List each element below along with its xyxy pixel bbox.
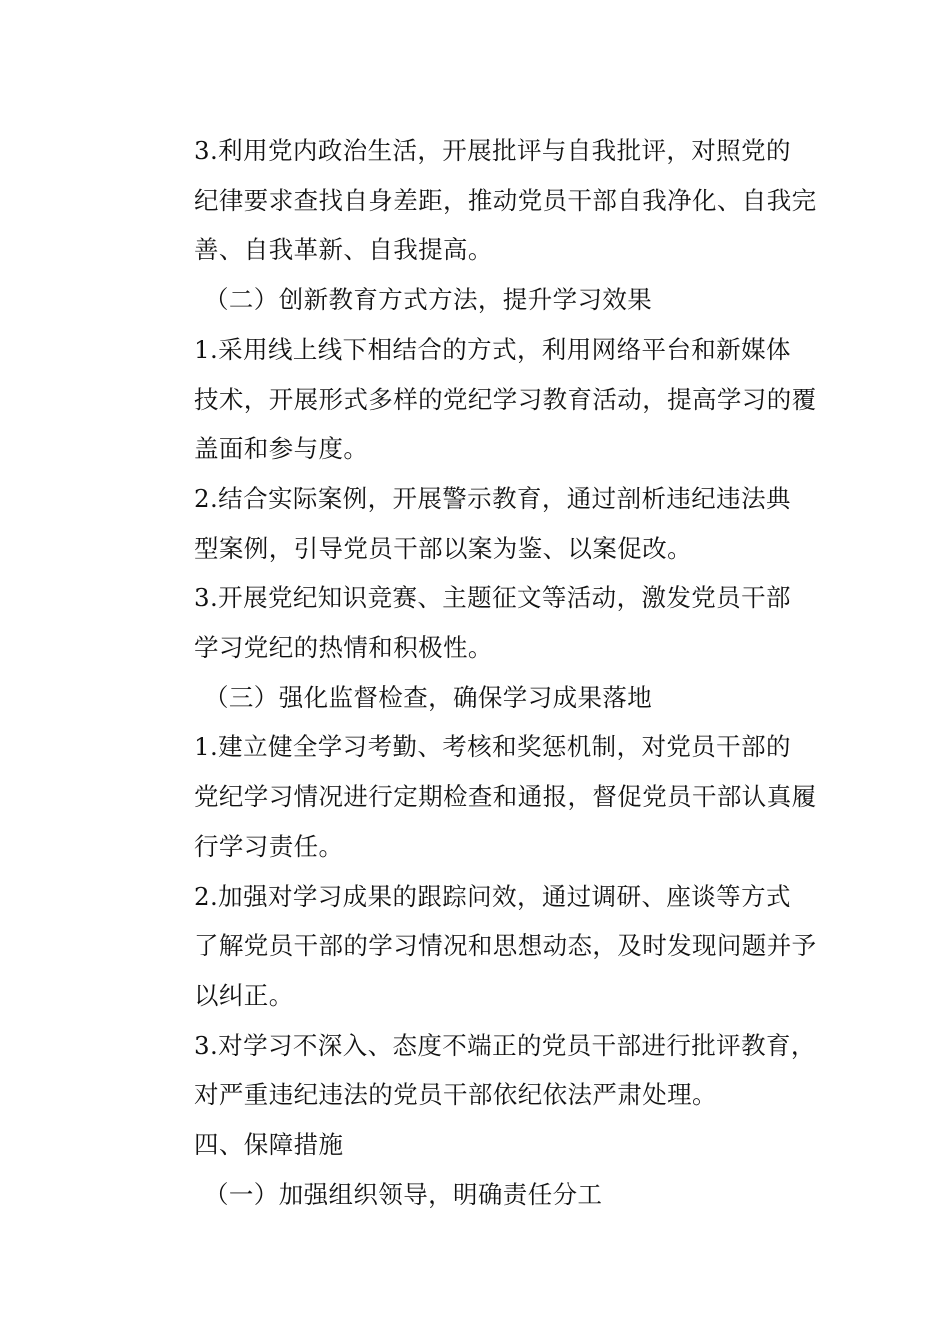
section-heading (145, 1120, 810, 1170)
paragraph-item (145, 325, 817, 474)
text-line: 学习党纪的热情和积极性。 (194, 633, 493, 663)
text-line: 2.结合实际案例，开展警示教育，通过剖析违纪违法典 (194, 483, 791, 513)
text-line: 2.加强对学习成果的跟踪问效，通过调研、座谈等方式 (194, 881, 791, 911)
text-line: 党纪学习情况进行定期检查和通报，督促党员干部认真履 (194, 782, 817, 812)
text-line: 行学习责任。 (194, 831, 344, 861)
paragraph-item (145, 474, 810, 573)
text-line: 善、自我革新、自我提高。 (194, 235, 493, 265)
paragraph-item (145, 573, 810, 672)
text-line: 3.开展党纪知识竞赛、主题征文等活动，激发党员干部 (194, 583, 791, 613)
text-line: 3.利用党内政治生活，开展批评与自我批评，对照党的 (194, 136, 791, 165)
text-line: 1.建立健全学习考勤、考核和奖惩机制，对党员干部的 (194, 732, 791, 762)
section-subheading (145, 1170, 810, 1220)
paragraph-item (145, 872, 817, 1021)
text-line: 以纠正。 (194, 980, 294, 1010)
document-body (145, 126, 817, 1219)
text-line: 纪律要求查找自身差距，推动党员干部自我净化、自我完 (194, 185, 817, 215)
paragraph-item (145, 1021, 816, 1120)
section-subheading (145, 673, 810, 723)
text-line: 技术，开展形式多样的党纪学习教育活动，提高学习的覆 (194, 384, 817, 414)
text-line: 对严重违纪违法的党员干部依纪依法严肃处理。 (194, 1080, 717, 1110)
section-subheading (145, 275, 810, 325)
heading-text: 四、保障措施 (194, 1130, 344, 1160)
paragraph-item (145, 126, 817, 275)
text-line: 盖面和参与度。 (194, 434, 369, 464)
paragraph-item (145, 722, 817, 871)
text-line: 型案例，引导党员干部以案为鉴、以案促改。 (194, 533, 692, 563)
subheading-text: （二）创新教育方式方法，提升学习效果 (204, 285, 653, 315)
subheading-text: （三）强化监督检查，确保学习成果落地 (204, 682, 653, 712)
text-line: 1.采用线上线下相结合的方式，利用网络平台和新媒体 (194, 334, 791, 364)
text-line: 3.对学习不深入、态度不端正的党员干部进行批评教育， (194, 1030, 816, 1060)
subheading-text: （一）加强组织领导，明确责任分工 (204, 1179, 603, 1209)
text-line: 了解党员干部的学习情况和思想动态，及时发现问题并予 (194, 931, 817, 961)
